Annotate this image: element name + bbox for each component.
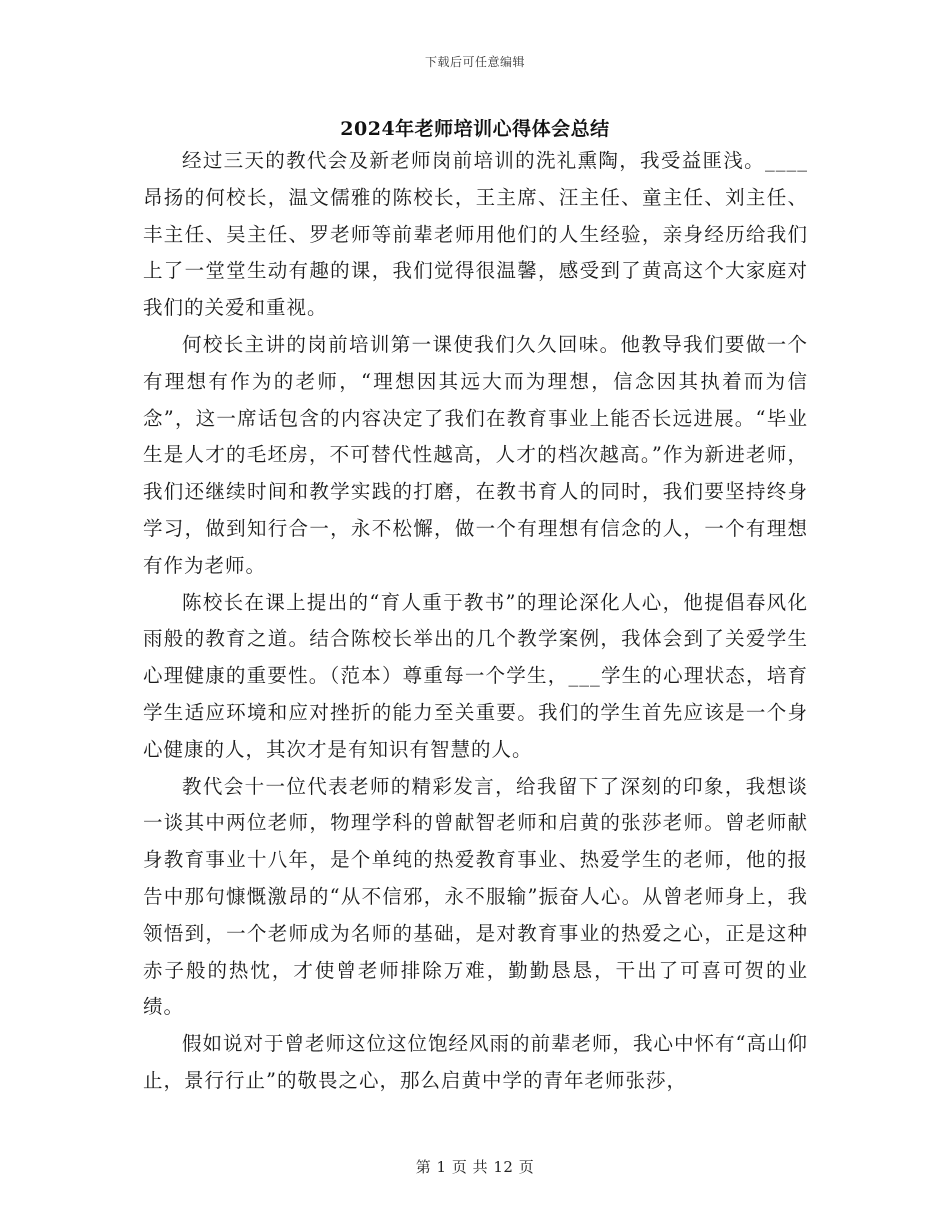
paragraph: 陈校长在课上提出的“育人重于教书”的理论深化人心，他提倡春风化雨般的教育之道。结合陈校长举出的几个教学案例，我体会到了关爱学生心理健康的重要性。（范本）尊重每一个学生，___学生的心理状态，培育学生适应环境和应对挫折的能力至关重要。我们的学生首先应该是一个身心健康的人，其次才是有知识有智慧的人。 — [143, 590, 808, 761]
page-number: 第 1 页 共 12 页 — [415, 1158, 535, 1176]
paragraph: 何校长主讲的岗前培训第一课使我们久久回味。他教导我们要做一个有理想有作为的老师，“理想因其远大而为理想，信念因其执着而为信念”，这一席话包含的内容决定了我们在教育事业上能否长远进展。“毕业生是人才的毛坯房，不可替代性越高，人才的档次越高。”作为新进老师，我们还继续时间和教学实践的打磨，在教书育人的同时，我们要坚持终身学习，做到知行合一，永不松懈，做一个有理想有信念的人，一个有理想有作为老师。 — [143, 332, 808, 577]
paragraph: 经过三天的教代会及新老师岗前培训的洗礼熏陶，我受益匪浅。____昂扬的何校长，温文儒雅的陈校长，王主席、汪主任、童主任、刘主任、丰主任、吴主任、罗老师等前辈老师用他们的人生经验，亲身经历给我们上了一堂堂生动有趣的课，我们觉得很温馨，感受到了黄高这个大家庭对我们的关爱和重视。 — [143, 149, 808, 320]
paragraph: 假如说对于曾老师这位这位饱经风雨的前辈老师，我心中怀有“高山仰止，景行行止”的敬畏之心，那么启黄中学的青年老师张莎， — [143, 1032, 808, 1092]
header-note: 下载后可任意编辑 — [424, 55, 525, 69]
document-title: 2024年老师培训心得体会总结 — [340, 118, 610, 140]
document-body — [143, 143, 808, 1100]
paragraph: 教代会十一位代表老师的精彩发言，给我留下了深刻的印象，我想谈一谈其中两位老师，物理学科的曾献智老师和启黄的张莎老师。曾老师献身教育事业十八年，是个单纯的热爱教育事业、热爱学生的老师，他的报告中那句慷慨激昂的“从不信邪，永不服输”振奋人心。从曾老师身上，我领悟到，一个老师成为名师的基础，是对教育事业的热爱之心，正是这种赤子般的热忱，才使曾老师排除万难，勤勤恳恳，干出了可喜可贺的业绩。 — [143, 774, 808, 1019]
